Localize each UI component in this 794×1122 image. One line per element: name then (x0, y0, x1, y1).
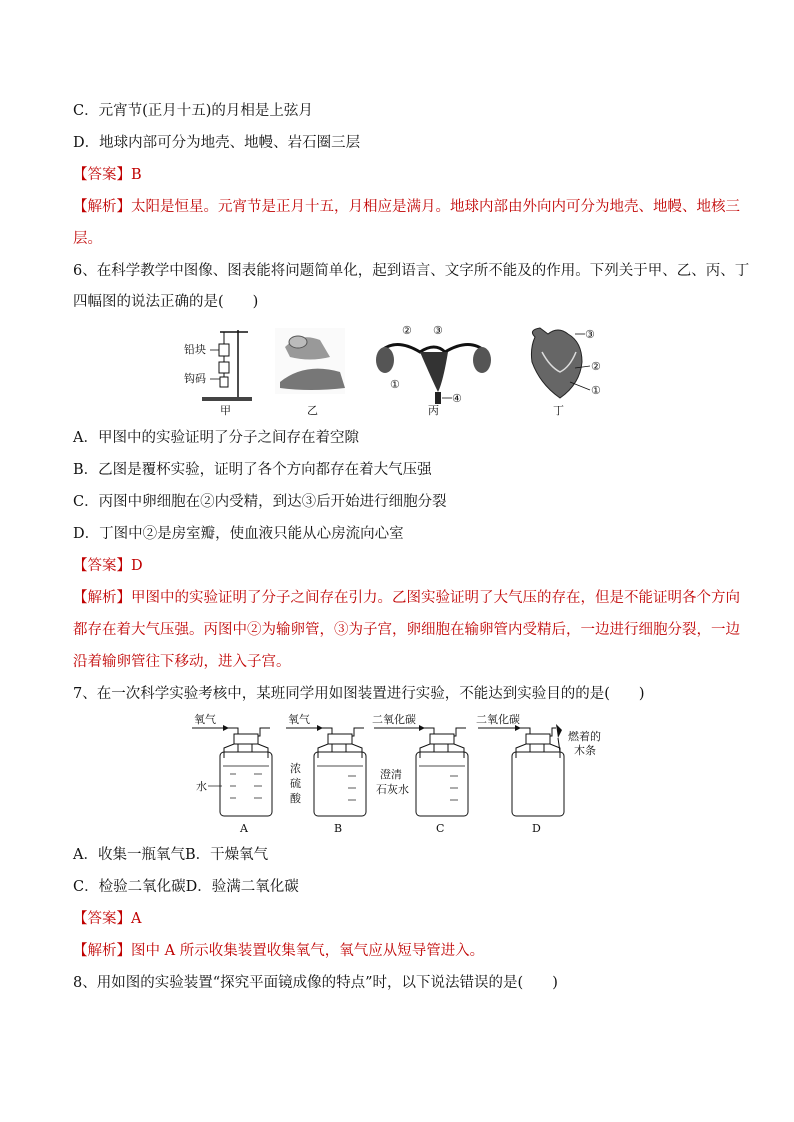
apparatus-a (192, 712, 272, 835)
q6-analysis-line-2: 都存在着大气压强。丙图中②为输卵管，③为子宫，卵细胞在输卵管内受精后，一边进行细胞分裂，一边 (73, 622, 740, 638)
bing-marker-2: ② (402, 324, 412, 337)
bing-marker-4: ④ (452, 392, 462, 405)
c-gas-label: 二氧化碳 (372, 713, 416, 726)
a-liquid-label: 水 (196, 780, 207, 793)
svg-text:燃着的: 燃着的 (568, 730, 601, 743)
svg-text:石灰水: 石灰水 (376, 783, 409, 796)
d-note-label (568, 729, 601, 757)
q5-analysis-line-2: 层。 (73, 231, 102, 247)
c-liquid-label (376, 767, 409, 796)
q7-options-row-2 (73, 877, 299, 897)
svg-text:澄清: 澄清 (380, 768, 402, 781)
d-gas-label: 二氧化碳 (476, 713, 520, 726)
bing-marker-1: ① (390, 378, 400, 391)
ding-caption: 丁 (553, 404, 564, 417)
d-caption: D (532, 822, 541, 835)
b-gas-label: 氧气 (288, 713, 310, 726)
q7-stem: 7、在一次科学实验考核中，某班同学用如图装置进行实验，不能达到实验目的的是( ) (73, 686, 645, 702)
q7-options-row-1 (73, 845, 268, 865)
figure-jia (184, 330, 252, 417)
figure-ding (531, 328, 601, 417)
q6-answer: 【答案】D (73, 558, 143, 574)
svg-text:木条: 木条 (574, 744, 596, 757)
q6-analysis-line-1: 【解析】甲图中的实验证明了分子之间存在引力。乙图实验证明了大气压的存在，但是不能证明各个方向 (73, 590, 740, 606)
q6-option-c: C．丙图中卵细胞在②内受精，到达③后开始进行细胞分裂 (73, 494, 447, 510)
ding-marker-3: ③ (585, 328, 595, 341)
svg-text:浓: 浓 (290, 762, 301, 775)
q6-stem-line-2: 四幅图的说法正确的是( ) (73, 294, 259, 310)
a-caption: A (240, 822, 248, 835)
flame-icon (556, 724, 562, 738)
q7-option-a: A．收集一瓶氧气 (73, 847, 185, 863)
jia-label-bottom: 钩码 (184, 372, 206, 385)
q5-answer: 【答案】B (73, 167, 142, 183)
ding-marker-1: ① (591, 384, 601, 397)
q6-option-a: A．甲图中的实验证明了分子之间存在着空隙 (73, 430, 359, 446)
q6-stem-line-1: 6、在科学教学中图像、图表能将问题简单化，起到语言、文字所不能及的作用。下列关于甲、乙、丙、丁 (73, 263, 750, 279)
q5-analysis-line-1: 【解析】太阳是恒星。元宵节是正月十五，月相应是满月。地球内部由外向内可分为地壳、地幔、地核三 (73, 199, 740, 215)
ding-marker-2: ② (591, 360, 601, 373)
svg-text:酸: 酸 (290, 792, 301, 805)
q7-option-b: B．干燥氧气 (184, 847, 269, 863)
apparatus-b (286, 712, 366, 835)
q6-option-b: B．乙图是覆杯实验，证明了各个方向都存在着大气压强 (73, 462, 432, 478)
c-caption: C (436, 822, 445, 835)
q7-answer: 【答案】A (73, 911, 142, 927)
q6-analysis-line-3: 沿着输卵管往下移动，进入子宫。 (73, 654, 291, 670)
bing-caption: 丙 (428, 404, 439, 417)
apparatus-d (476, 712, 601, 835)
q7-figures (190, 708, 650, 838)
bing-marker-3: ③ (433, 324, 443, 337)
q5-option-d: D．地球内部可分为地壳、地幔、岩石圈三层 (73, 135, 361, 151)
b-liquid-label (290, 761, 302, 805)
jia-label-top: 铅块 (184, 343, 206, 356)
q7-option-c: C．检验二氧化碳 (73, 879, 186, 895)
apparatus-c (372, 712, 468, 835)
a-gas-label: 氧气 (194, 713, 216, 726)
q5-option-c: C．元宵节(正月十五)的月相是上弦月 (73, 103, 313, 119)
q8-stem: 8、用如图的实验装置“探究平面镜成像的特点”时，以下说法错误的是( ) (73, 975, 558, 991)
figure-yi (275, 328, 345, 417)
yi-caption: 乙 (307, 404, 318, 417)
q6-option-d: D．丁图中②是房室瓣，使血液只能从心房流向心室 (73, 526, 404, 542)
b-caption: B (334, 822, 343, 835)
svg-text:硫: 硫 (290, 777, 301, 790)
q6-figures (180, 322, 640, 417)
figure-bing (376, 324, 491, 417)
q7-analysis: 【解析】图中 A 所示收集装置收集氧气，氧气应从短导管进入。 (73, 943, 485, 959)
q7-option-d: D．验满二氧化碳 (185, 879, 299, 895)
jia-caption: 甲 (220, 404, 231, 417)
